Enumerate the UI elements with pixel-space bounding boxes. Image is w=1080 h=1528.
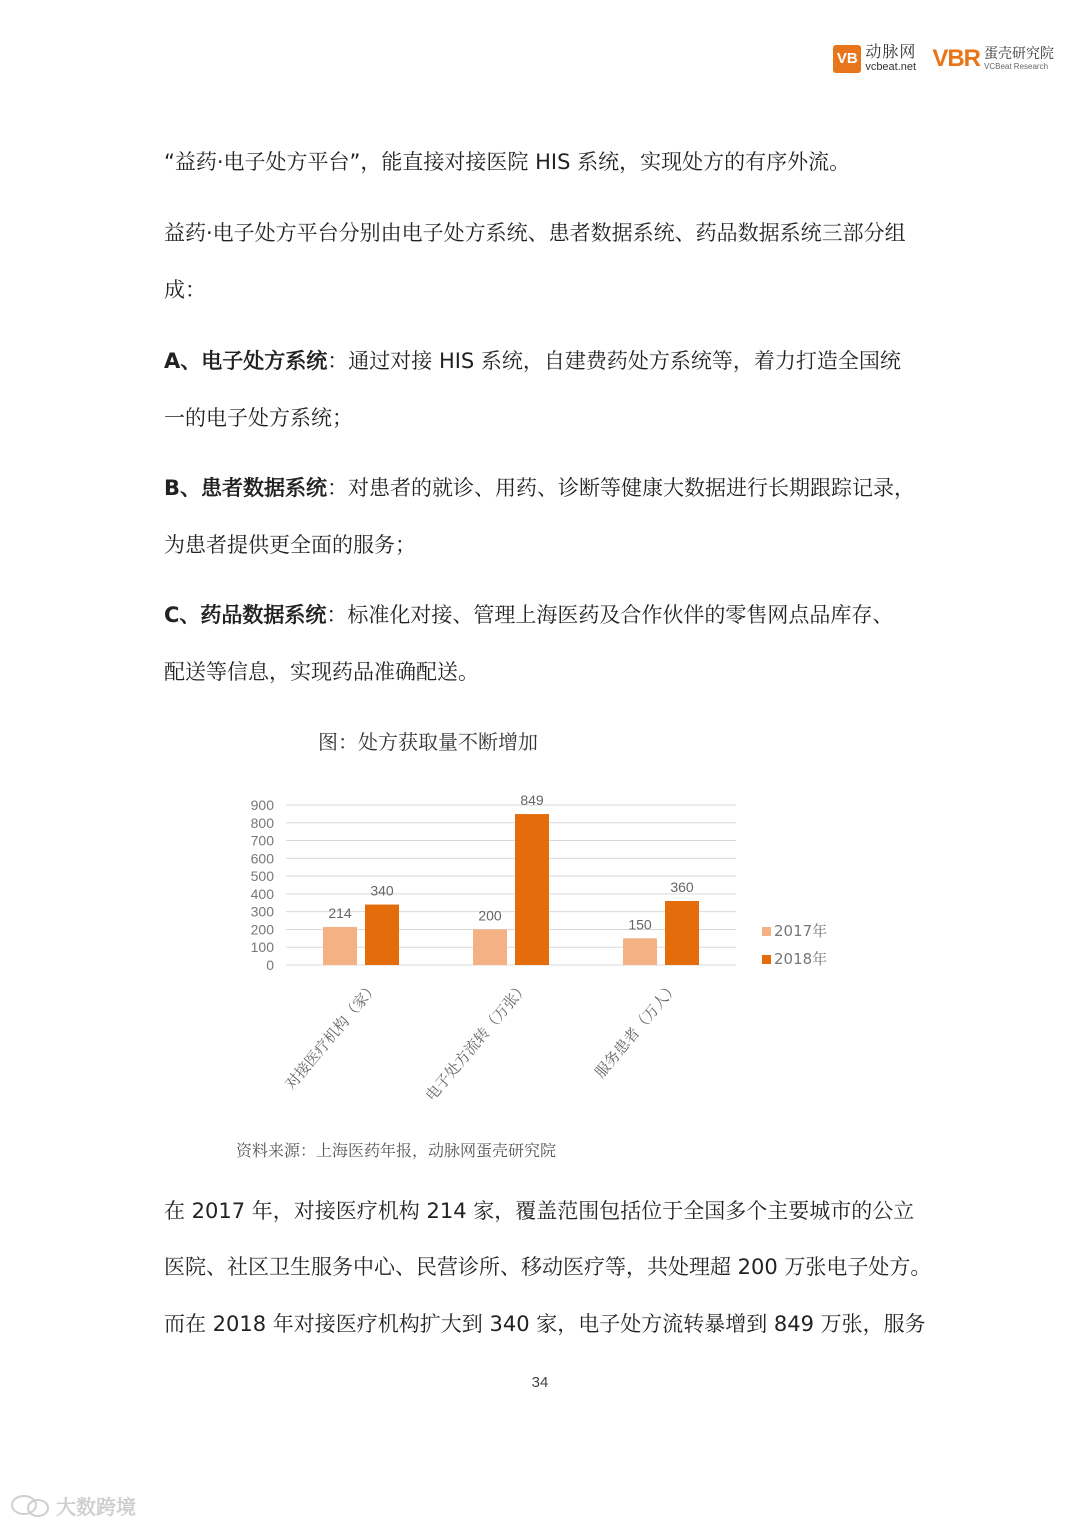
- paragraph-3-line3: 而在 2018 年对接医疗机构扩大到 340 家，电子处方流转暴增到 849 万张，服务: [164, 1312, 926, 1336]
- section-c-line1: [164, 599, 924, 629]
- section-a-text: ：通过对接 HIS 系统，自建费药处方系统等，着力打造全国统: [327, 349, 901, 373]
- vb-logo-cn: 动脉网: [865, 42, 917, 61]
- legend-label: 2018年: [774, 950, 828, 968]
- section-b-line1: [164, 472, 924, 502]
- section-a-line2: 一的电子处方系统；: [164, 406, 353, 430]
- bar-series1: [323, 927, 357, 965]
- paragraph-3-line2: 医院、社区卫生服务中心、民营诊所、移动医疗等，共处理超 200 万张电子处方。: [164, 1255, 932, 1279]
- paragraph-2-line1: 益药·电子处方平台分别由电子处方系统、患者数据系统、药品数据系统三部分组: [164, 221, 906, 245]
- section-a-line1: [164, 345, 924, 375]
- paragraph-2-line2: 成：: [164, 278, 206, 302]
- legend-label: 2017年: [774, 922, 828, 940]
- y-tick-label: 400: [250, 885, 274, 902]
- section-c-text: ：标准化对接、管理上海医药及合作伙伴的零售网点品库存、: [326, 603, 894, 627]
- header-logos: [833, 44, 1054, 73]
- watermark-text: 大数跨境: [56, 1495, 136, 1519]
- vbr-logo-cn: 蛋壳研究院: [984, 45, 1054, 62]
- vbr-logo-en: VCBeat Research: [984, 61, 1049, 71]
- y-tick-label: 200: [250, 921, 274, 938]
- bar-series2: [365, 905, 399, 965]
- x-category-label: 服务患者（万人）: [591, 978, 683, 1082]
- vbr-logo-mark: VBR: [932, 44, 980, 72]
- legend-swatch: [762, 927, 771, 936]
- chart-source: 资料来源：上海医药年报，动脉网蛋壳研究院: [236, 1141, 557, 1160]
- section-c-line2: 配送等信息，实现药品准确配送。: [164, 660, 479, 684]
- watermark: [10, 1491, 136, 1520]
- y-tick-label: 0: [266, 957, 274, 973]
- section-c-label: C、药品数据系统: [164, 603, 327, 627]
- section-b-line2: 为患者提供更全面的服务；: [164, 533, 416, 557]
- y-tick-label: 800: [250, 814, 274, 831]
- section-b-text: ：对患者的就诊、用药、诊断等健康大数据进行长期跟踪记录，: [327, 476, 916, 500]
- vb-logo-mark: VB: [833, 45, 861, 73]
- paragraph-1: “益药·电子处方平台”，能直接对接医院 HIS 系统，实现处方的有序外流。: [164, 150, 851, 174]
- data-label: 200: [478, 907, 502, 924]
- y-tick-label: 600: [250, 850, 274, 867]
- data-label: 360: [670, 879, 694, 895]
- section-b-label: B、患者数据系统: [164, 476, 328, 500]
- y-tick-label: 900: [250, 797, 274, 813]
- y-tick-label: 300: [250, 903, 274, 920]
- chart-title: 图：处方获取量不断增加: [318, 730, 538, 754]
- data-label: 340: [370, 882, 394, 899]
- y-tick-label: 700: [250, 832, 274, 849]
- bar-series2: [665, 901, 699, 965]
- bar-series1: [623, 938, 657, 965]
- watermark-chat-icon: [10, 1493, 50, 1519]
- data-label: 849: [520, 792, 544, 809]
- legend-swatch: [762, 955, 771, 964]
- bar-series1: [473, 929, 507, 965]
- y-tick-label: 100: [250, 939, 274, 956]
- x-category-label: 电子处方流转（万张）: [421, 978, 533, 1105]
- y-tick-label: 500: [250, 868, 274, 885]
- vb-logo-en: vcbeat.net: [865, 61, 917, 73]
- data-label: 214: [328, 904, 352, 921]
- x-category-label: 对接医疗机构（家）: [281, 978, 383, 1093]
- bar-series2: [515, 814, 549, 965]
- vcbeat-logo: [833, 44, 916, 73]
- vbr-logo: [932, 45, 1054, 73]
- paragraph-3-line1: 在 2017 年，对接医疗机构 214 家，覆盖范围包括位于全国多个主要城市的公立: [164, 1199, 915, 1223]
- bar-chart: [230, 780, 850, 1120]
- data-label: 150: [628, 916, 652, 933]
- page-number: 34: [531, 1374, 549, 1391]
- section-a-label: A、电子处方系统: [164, 349, 328, 373]
